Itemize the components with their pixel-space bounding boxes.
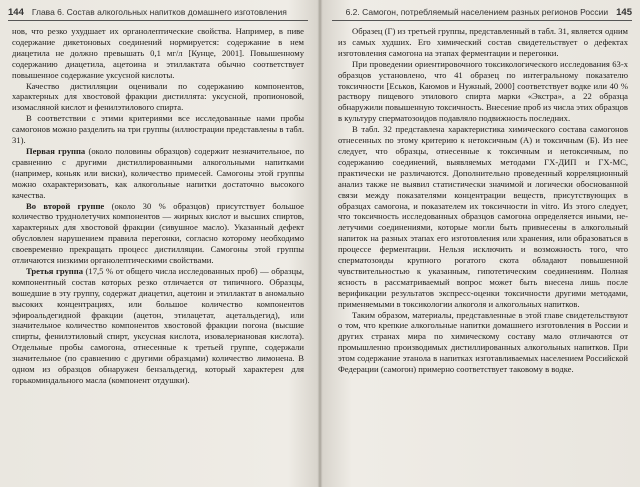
left-header-rule [8,20,308,21]
paragraph: Качество дистилляции оценивали по содержанию компонентов, характерных для хвостовой фракции дистиллята: уксусной, пропионовой, изомасляной кислот и фенилэтилового спирта. [12,80,304,113]
left-page-body [12,26,304,386]
paragraph: В соответствии с этими критериями все исследованные нами пробы самогонов можно разделить на три группы (иллюстрации представлены в табл. 31). [12,113,304,146]
right-header-rule [332,20,632,21]
right-page-header [332,6,632,18]
group-heading: Третья группа [26,265,84,276]
left-page-header [8,6,308,18]
paragraph: нов, что резко ухудшает их органолептические свойства. Например, в пиве содержание дикетоновых соединений нормируется: содержание в нем диацетила не должно превышать 0,1 мг/л [Кунце, 2001]. Повышенному содержанию диацетила, ацетоина и этиллактата обычно соответствует повышенное содержание уксусной кислоты. [12,26,304,80]
right-page-body [338,26,628,375]
paragraph: Образец (Г) из третьей группы, представленный в табл. 31, является одним из самых худших. Его химический состав свидетельствует о дефектах изготовления самогона на этапах ферментации и перегонки. [338,26,628,58]
left-page [0,0,318,487]
paragraph: При проведении ориентировочного токсикологического исследования 63-х образцов установлено, что 41 образец по интегральному показателю токсичности [Еськов, Каюмов и Нужный, 2000] соответствует водке или 40 % раствору пищевого этилового спирта марки «Экстра», а 22 образца обнаружили повышенную токсичность. Внесение проб из числа этих образцов в культуру сперматозоидов подавляло подвижность последних. [338,58,628,124]
paragraph: Первая группа (около половины образцов) содержит незначительное, по сравнению с другими дистиллированными алкогольными напитками (например, коньяк или виски), количество примесей. Самогоны этой группы можно охарактеризовать, как алкогольные напитки достаточно высокого качества. [12,145,304,200]
left-page-number: 144 [8,6,24,18]
right-page-number: 145 [616,6,632,18]
group-heading: Первая группа [26,145,86,156]
paragraph: Третья группа (17,5 % от общего числа исследованных проб) — образцы, компонентный состав которых резко отличается от типичного. Образцы, вошедшие в эту группу, содержат диацетил, ацетоин и этиллактат в аномально высоких концентрациях, или большое количество компонентов эфироальдегидной фракции (ацетон, этилацетат, ацетальдегид), или значительное количество компонентов хвостовой фракции погона (высшие спирты, фенилэтиловый спирт, уксусная кислота, изовалериановая кислота). Отдельные пробы самогона, отнесенные к третьей группе, содержали значительное (по сравнению с другими образцами) количество лимонена. В одном из образцов обнаружен бензальдегид, который характерен для горькоминдального масла (компонент отдушки). [12,265,304,385]
left-running-head: Глава 6. Состав алкогольных напитков домашнего изготовления [31,7,287,17]
paragraph: Таким образом, материалы, представленные в этой главе свидетельствуют о том, что крепкие алкогольные напитки домашнего изготовления в России и других странах мира по химическому составу мало отличаются от промышленно производимых дистиллированных алкогольных напитков. При этом содержание этанола в напитках изготавливаемых населением Российской Федерации (самогон) примерно соответствует таковому в водке. [338,309,628,375]
right-running-head: 6.2. Самогон, потребляемый населением разных регионов России [345,7,609,17]
paragraph: Во второй группе (около 30 % образцов) присутствует большое количество труднолетучих компонентов — жирных кислот и высших спиртов, характерных для хвостовой фракции (сивушное масло). Указанный дефект обусловлен нарушением правила перегонки, согласно которому необходимо своевременно прекращать процесс дистилляции. Самогоны этой группы отличаются низкими органолептическими свойствами. [12,200,304,266]
paragraph: В табл. 32 представлена характеристика химического состава самогонов отнесенных по этому критерию к нетоксичным (А) и токсичным (Б). Из нее следует, что образцы, отнесенные к токсичным и нетоксичным, по содержанию соединений, выявляемых методами ГХ-ДИП и ГХ-МС, практически не различаются. Дополнительно проведенный корреляционный анализ также не выявил статистически значимой и логически обоснованной связи между показателями концентрации веществ, присутствующих в образцах самогона, и показателем их токсичности in vitro. Из этого следует, что токсичность исследованных образцов самогона определяется иными, нелетучими соединениями, которые могли быть привнесены в алкогольный напиток на разных этапах его изготовления или хранения, или образоваться в процессе ферментации. Нельзя исключить и возможность того, что сперматозоиды крупного рогатого скота обладают повышенной чувствительностью к указанным, гипотетическим соединениям. Полная ясность в рассматриваемый вопрос может быть внесена лишь после верификации результатов экспресс-оценки токсичности другими методами, применяемыми в токсикологии алкоголя и алкогольных напитков. [338,124,628,309]
group-heading: Во второй группе [26,200,105,211]
right-page [322,0,640,487]
